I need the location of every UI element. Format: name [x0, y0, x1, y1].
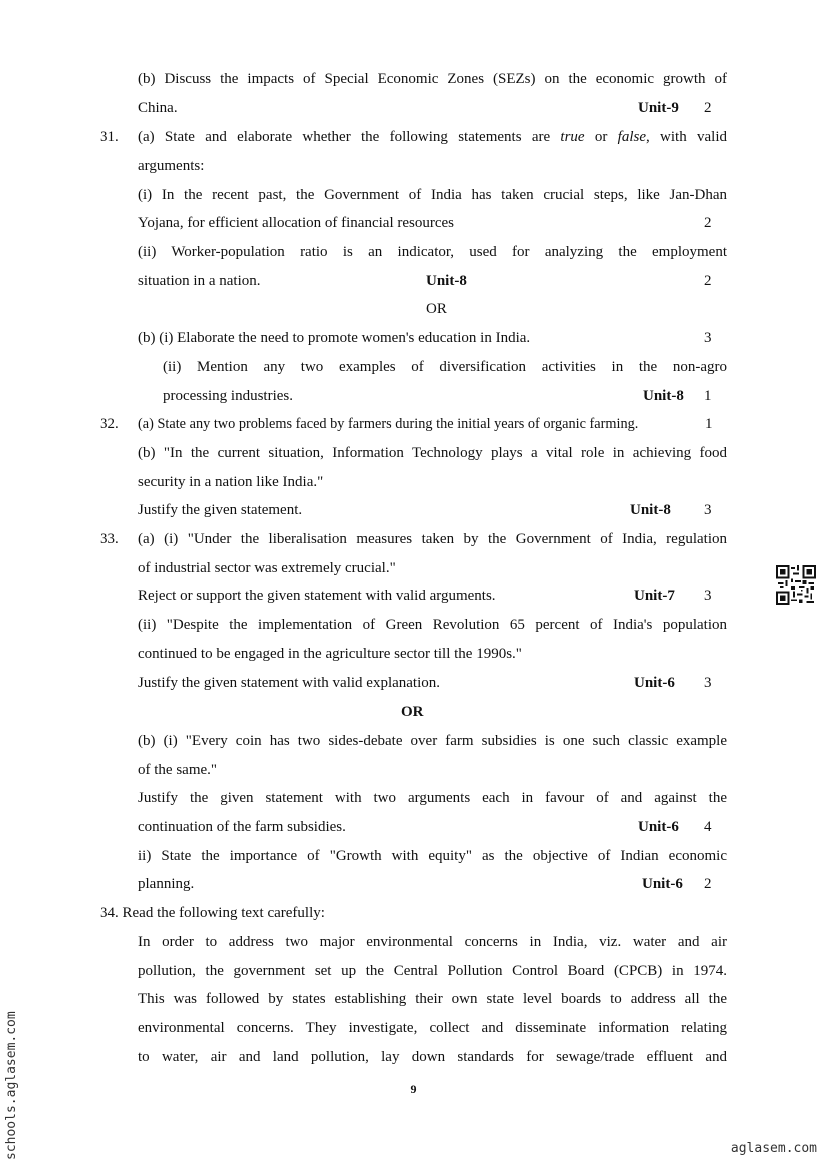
- q31-i-line2: Yojana, for efficient allocation of financial resources: [138, 215, 454, 231]
- q32-b-unit: Unit-8: [630, 502, 671, 518]
- q32-number: 32.: [100, 416, 119, 432]
- q33-a-ii-line1: (ii) "Despite the implementation of Green Revolution 65 percent of India's population: [138, 617, 727, 633]
- q34-passage-line5: to water, air and land pollution, lay down standards for sewage/trade effluent and: [138, 1049, 727, 1065]
- side-watermark: schools.aglasem.com: [4, 1011, 19, 1160]
- q33-b-ii-line2: planning.: [138, 876, 195, 892]
- q34-passage-line4: environmental concerns. They investigate, collect and disseminate information relating: [138, 1020, 727, 1036]
- q33-b-ii-unit: Unit-6: [642, 876, 683, 892]
- q31-intro-post: , with valid: [646, 129, 727, 145]
- q33-a-i-line1: (a) (i) "Under the liberalisation measures taken by the Government of India, regulation: [138, 531, 727, 547]
- q32-b-marks: 3: [704, 502, 712, 518]
- q31-b-ii-line2: processing industries.: [163, 388, 293, 404]
- q33-b-i-line3: Justify the given statement with two arguments each in favour of and against the: [138, 790, 727, 806]
- q30b-unit: Unit-9: [638, 100, 679, 116]
- q34-heading: 34. Read the following text carefully:: [100, 905, 325, 921]
- q31-intro-line2: arguments:: [138, 158, 205, 174]
- q33-b-i-unit: Unit-6: [638, 819, 679, 835]
- q32-b-line3: Justify the given statement.: [138, 502, 303, 518]
- q31-b-ii-unit: Unit-8: [643, 388, 684, 404]
- q33-b-i-line4: continuation of the farm subsidies.: [138, 819, 346, 835]
- q31-intro-mid: or: [584, 129, 618, 145]
- q31-ii-unit: Unit-8: [426, 273, 467, 289]
- qr-code-icon: [776, 565, 816, 605]
- q30b-line2: China.: [138, 100, 178, 116]
- q33-a-i-line2: of industrial sector was extremely crucial.": [138, 560, 396, 576]
- q33-a-ii-line3: Justify the given statement with valid explanation.: [138, 675, 441, 691]
- q34-passage-line1: In order to address two major environmental concerns in India, viz. water and air: [138, 934, 727, 950]
- q33-b-i-line2: of the same.": [138, 762, 218, 778]
- q31-intro-pre: (a) State and elaborate whether the following statements are: [138, 129, 561, 145]
- q33-b-i-marks: 4: [704, 819, 712, 835]
- q34-passage-line2: pollution, the government set up the Central Pollution Control Board (CPCB) in 1974.: [138, 963, 727, 979]
- q33-a-i-unit: Unit-7: [634, 588, 675, 604]
- q33-or: OR: [401, 704, 424, 720]
- q31-b-ii-marks: 1: [704, 388, 712, 404]
- q33-number: 33.: [100, 531, 119, 547]
- q33-a-ii-unit: Unit-6: [634, 675, 675, 691]
- q33-a-ii-line2: continued to be engaged in the agriculture sector till the 1990s.": [138, 646, 522, 662]
- q31-intro-line1: [138, 127, 727, 147]
- q32-b-line2: security in a nation like India.": [138, 474, 324, 490]
- q34-passage-line3: This was followed by states establishing their own state level boards to address all the: [138, 991, 727, 1007]
- q33-b-ii-line1: ii) State the importance of "Growth with equity" as the objective of Indian economic: [138, 848, 727, 864]
- q32-b-line1: (b) "In the current situation, Information Technology plays a vital role in achieving food: [138, 445, 727, 461]
- q31-i-line1: (i) In the recent past, the Government of India has taken crucial steps, like Jan-Dhan: [138, 187, 727, 203]
- q33-a-ii-marks: 3: [704, 675, 712, 691]
- q33-a-i-line3: Reject or support the given statement with valid arguments.: [138, 588, 496, 604]
- page-number: 9: [410, 1082, 417, 1096]
- q31-intro-true: true: [560, 129, 585, 145]
- q31-b-i-marks: 3: [704, 330, 712, 346]
- q33-a-i-marks: 3: [704, 588, 712, 604]
- q31-number: 31.: [100, 129, 119, 145]
- q30b-marks: 2: [704, 100, 712, 116]
- q31-ii-line2: situation in a nation.: [138, 273, 261, 289]
- q31-ii-marks: 2: [704, 273, 712, 289]
- q30b-line1: (b) Discuss the impacts of Special Economic Zones (SEZs) on the economic growth of: [138, 71, 727, 87]
- q32-a: (a) State any two problems faced by farmers during the initial years of organic farming.: [138, 416, 639, 432]
- q31-intro-false: false: [617, 129, 647, 145]
- q33-b-ii-marks: 2: [704, 876, 712, 892]
- q31-or: OR: [426, 301, 447, 317]
- q31-i-marks: 2: [704, 215, 712, 231]
- q32-a-marks: 1: [705, 416, 713, 432]
- q33-b-i-line1: (b) (i) "Every coin has two sides-debate over farm subsidies is one such classic example: [138, 733, 727, 749]
- q31-b-i: (b) (i) Elaborate the need to promote women's education in India.: [138, 330, 531, 346]
- q31-ii-line1: (ii) Worker-population ratio is an indicator, used for analyzing the employment: [138, 244, 727, 260]
- bottom-watermark: aglasem.com: [730, 1141, 817, 1156]
- q31-b-ii-line1: (ii) Mention any two examples of diversification activities in the non-agro: [163, 359, 727, 375]
